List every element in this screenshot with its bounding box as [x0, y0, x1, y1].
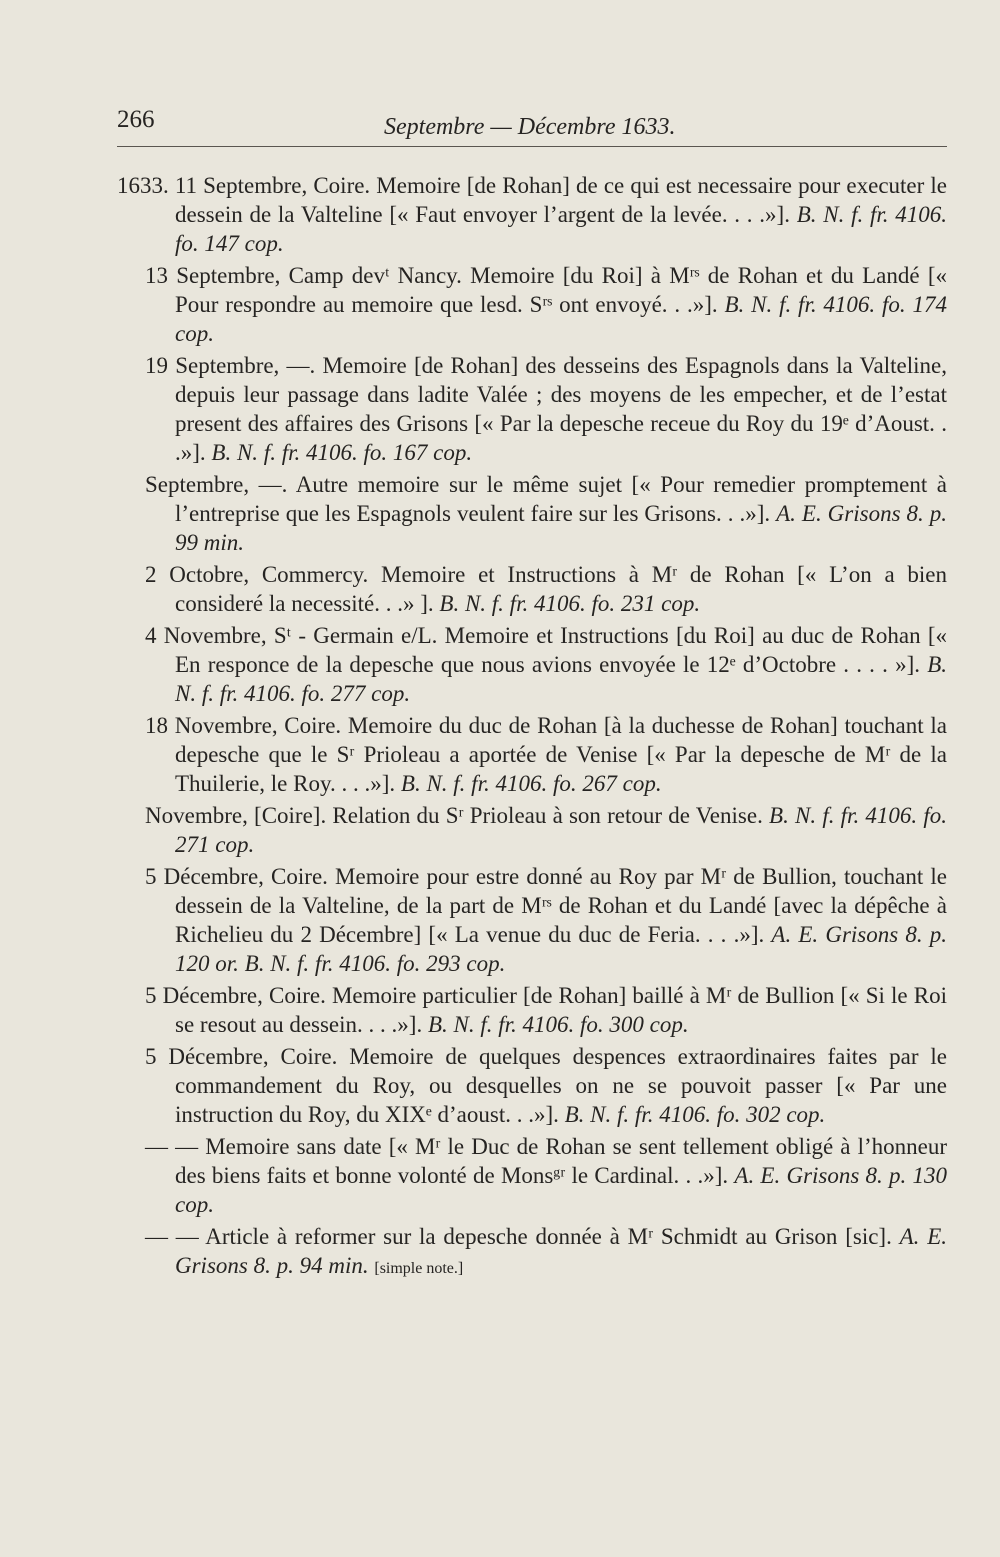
page-number: 266 [117, 106, 155, 133]
entry-2 [117, 261, 947, 348]
entry-8 [117, 801, 947, 859]
entry-text: 19 Septembre, —. Memoire [de Rohan] des desseins des Espagnols dans la Valteline, depuis leur passage dans ladite Valée ; des moyens de les empecher, et de l’estat present des affaires des Grisons [« Par la depesche receue du Roy du 19ᵉ d’Aoust. . .»]. [145, 353, 947, 465]
entry-4 [117, 470, 947, 557]
page-header [117, 106, 947, 147]
entry-5 [117, 560, 947, 618]
entry-text: 13 Septembre, Camp devᵗ Nancy. Memoire [du Roi] à Mʳˢ de Rohan et du Landé [« Pour respondre au memoire que lesd. Sʳˢ ont envoyé. . .»]. [145, 263, 947, 317]
entry-text: 5 Décembre, Coire. Memoire particulier [de Rohan] baillé à Mʳ de Bullion [« Si le Roi se resout au dessein. . . .»]. [145, 983, 947, 1037]
entry-source: A. E. Grisons 8. p. 94 min. [175, 1224, 947, 1278]
entry-source: B. N. f. fr. 4106. fo. 167 cop. [211, 440, 473, 465]
entry-source: A. E. Grisons 8. p. 99 min. [175, 501, 948, 555]
entry-text: — — Memoire sans date [« Mʳ le Duc de Rohan se sent tellement obligé à l’honneur des biens faits et bonne volonté de Monsᵍʳ le Cardinal. . .»]. [145, 1134, 947, 1188]
entry-text: 4 Novembre, Sᵗ - Germain e/L. Memoire et Instructions [du Roi] au duc de Rohan [« En responce de la depesche que nous avions envoyée le 12ᵉ d’Octobre . . . . »]. [145, 623, 947, 677]
entry-text: 18 Novembre, Coire. Memoire du duc de Rohan [à la duchesse de Rohan] touchant la depesche que le Sʳ Prioleau a aportée de Venise [« Par la depesche de Mʳ de la Thuilerie, le Roy. . . .»]. [145, 713, 947, 796]
entry-text: — — Article à reformer sur la depesche donnée à Mʳ Schmidt au Grison [sic]. [145, 1224, 892, 1249]
entry-source: B. N. f. fr. 4106. fo. 300 cop. [427, 1012, 689, 1037]
running-title: Septembre — Décembre 1633. [384, 114, 676, 140]
entry-1 [117, 171, 947, 258]
entry-text: 2 Octobre, Commercy. Memoire et Instructions à Mʳ de Rohan [« L’on a bien consideré la necessité. . .» ]. [145, 562, 947, 616]
entry-source: A. E. Grisons 8. p. 120 or. B. N. f. fr. 4106. fo. 293 cop. [175, 922, 948, 976]
entry-12 [117, 1132, 947, 1219]
entry-6 [117, 621, 947, 708]
entry-source: B. N. f. fr. 4106. fo. 267 cop. [400, 771, 662, 796]
entry-9 [117, 862, 947, 978]
entry-source: B. N. f. fr. 4106. fo. 302 cop. [564, 1102, 826, 1127]
entry-11 [117, 1042, 947, 1129]
entry-source: B. N. f. fr. 4106. fo. 271 cop. [175, 803, 948, 857]
entry-13 [117, 1222, 947, 1283]
entry-text: Septembre, —. Autre memoire sur le même sujet [« Pour remedier promptement à l’entreprise que les Espagnols veulent faire sur les Grisons. . .»]. [145, 472, 947, 526]
entry-text: Novembre, [Coire]. Relation du Sʳ Prioleau à son retour de Venise. [145, 803, 763, 828]
entry-text: 5 Décembre, Coire. Memoire de quelques despences extraordinaires faites par le commandement du Roy, ou desquelles on ne se pouvoit passer [« Par une instruction du Roy, du XIXᵉ d’aoust. . .»]. [145, 1044, 947, 1127]
entry-3 [117, 351, 947, 467]
entries-list [117, 171, 947, 1286]
entry-source: B. N. f. fr. 4106. fo. 174 cop. [175, 292, 948, 346]
entry-7 [117, 711, 947, 798]
entry-source: B. N. f. fr. 4106. fo. 277 cop. [175, 652, 947, 706]
entry-text: 5 Décembre, Coire. Memoire pour estre donné au Roy par Mʳ de Bullion, touchant le dessein de la Valteline, de la part de Mʳˢ de Rohan et du Landé [avec la dépêche à Richelieu du 2 Décembre] [« La venue du duc de Feria. . . .»]. [145, 864, 947, 947]
entry-note: [simple note.] [374, 1260, 464, 1277]
entry-text: 1633. 11 Septembre, Coire. Memoire [de Rohan] de ce qui est necessaire pour executer le dessein de la Valteline [« Faut envoyer l’argent de la levée. . . .»]. [117, 173, 947, 227]
entry-source: B. N. f. fr. 4106. fo. 147 cop. [175, 202, 947, 256]
entry-source: B. N. f. fr. 4106. fo. 231 cop. [439, 591, 701, 616]
entry-10 [117, 981, 947, 1039]
entry-source: A. E. Grisons 8. p. 130 cop. [175, 1163, 948, 1217]
